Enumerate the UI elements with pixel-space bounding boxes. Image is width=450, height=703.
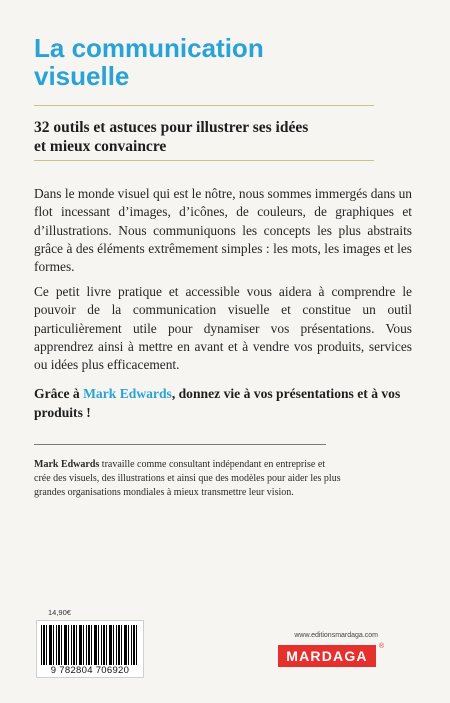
book-subtitle-line-2: et mieux convaincre (34, 138, 167, 155)
publisher-logo-text: MARDAGA (286, 648, 368, 664)
publisher-logo (278, 643, 384, 667)
registered-mark-icon: ® (378, 643, 384, 650)
price-label: 14,90€ (48, 608, 71, 617)
isbn-barcode (36, 620, 144, 678)
book-title-line-1: La communication (34, 33, 264, 63)
closing-prefix: Grâce à (34, 386, 80, 401)
body-paragraph-1: Dans le monde visuel qui est le nôtre, nous sommes immergés dans un flot incessant d’images, d’icônes, de couleurs, de graphiques et d’illustrations. Nous communiquons les concepts les plus abstraits grâce à des éléments extrêmement simples : les mots, les images et les formes. (34, 186, 412, 275)
author-bio-name: Mark Edwards (34, 459, 100, 470)
publisher-website: www.editionsmardaga.com (294, 632, 378, 639)
author-bio (34, 458, 344, 500)
author-bio-text: travaille comme consultant indépendant en entreprise et crée des visuels, des illustrations et ainsi que des modèles pour aider les plus grandes organisations mondiales à mieux transmettre leur vision. (34, 459, 341, 498)
isbn-digits: 9 782804 706920 (50, 665, 130, 676)
bio-divider (34, 444, 326, 445)
title-divider (34, 105, 374, 106)
book-title-line-2: visuelle (34, 61, 130, 91)
barcode-bars (41, 625, 139, 665)
subtitle-divider (34, 160, 374, 161)
book-subtitle (34, 118, 394, 156)
closing-author-name: Mark Edwards (83, 386, 172, 401)
book-subtitle-line-1: 32 outils et astuces pour illustrer ses idées (34, 119, 309, 136)
closing-suffix: , donnez vie à vos présentations et à vos produits ! (34, 386, 401, 420)
body-paragraph-2: Ce petit livre pratique et accessible vous aidera à comprendre le pouvoir de la communication visuelle et constitue un outil particulièrement utile pour dynamiser vos présentations. Vous apprendrez ainsi à mettre en avant et à vendre vos produits, services ou idées plus efficacement. (34, 284, 412, 373)
book-title (34, 34, 374, 90)
closing-statement (34, 385, 412, 422)
